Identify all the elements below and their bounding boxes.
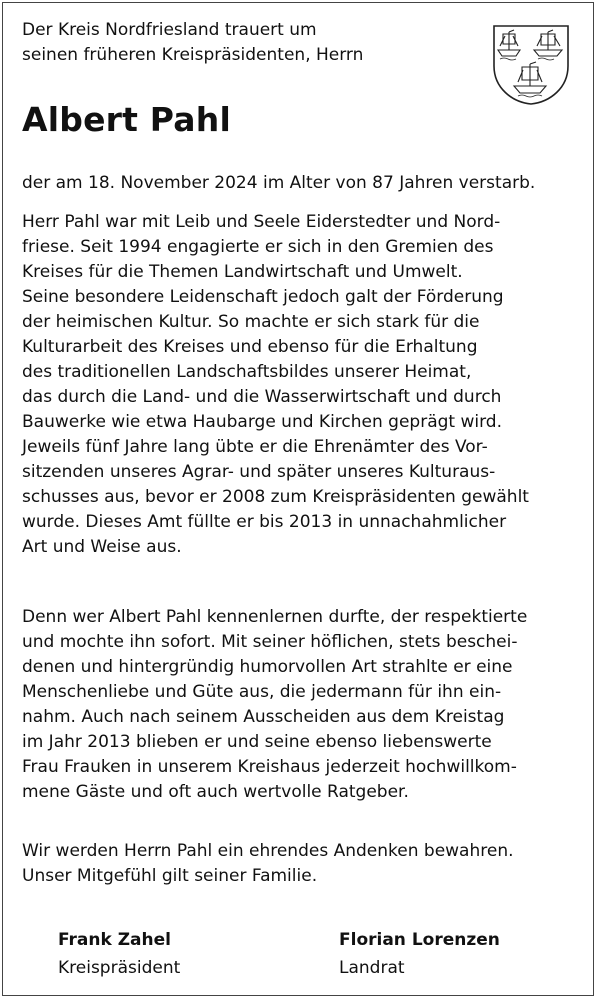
text-line: und mochte ihn sofort. Mit seiner höflichen, stets beschei- <box>22 632 518 652</box>
signatory-role: Kreispräsident <box>58 958 181 978</box>
intro-line: seinen früheren Kreispräsidenten, Herrn <box>22 45 364 65</box>
text-line: Denn wer Albert Pahl kennenlernen durfte, der respektierte <box>22 607 528 627</box>
text-line: Menschenliebe und Güte aus, die jedermann für ihn ein- <box>22 682 502 702</box>
signatory-name: Florian Lorenzen <box>339 930 500 950</box>
text-line: Kulturarbeit des Kreises und ebenso für die Erhaltung <box>22 337 478 357</box>
paragraph-closing <box>22 839 582 889</box>
paragraph-biography <box>22 210 582 560</box>
text-line: Jeweils fünf Jahre lang übte er die Ehrenämter des Vor- <box>22 437 488 457</box>
text-line: Unser Mitgefühl gilt seiner Familie. <box>22 866 318 886</box>
text-line: das durch die Land- und die Wasserwirtschaft und durch <box>22 387 502 407</box>
intro-line: Der Kreis Nordfriesland trauert um <box>22 20 317 40</box>
intro-text <box>22 18 462 68</box>
text-line: friese. Seit 1994 engagierte er sich in den Gremien des <box>22 237 494 257</box>
signatory-landrat <box>339 926 500 982</box>
text-line: Wir werden Herrn Pahl ein ehrendes Andenken bewahren. <box>22 841 514 861</box>
text-line: mene Gäste und oft auch wertvolle Ratgeber. <box>22 782 409 802</box>
text-line: Bauwerke wie etwa Haubarge und Kirchen geprägt wird. <box>22 412 502 432</box>
text-line: Herr Pahl war mit Leib und Seele Eiderstedter und Nord- <box>22 212 501 232</box>
signatory-role: Landrat <box>339 958 405 978</box>
text-line: der am 18. November 2024 im Alter von 87 Jahren verstarb. <box>22 173 536 193</box>
text-line: Art und Weise aus. <box>22 537 182 557</box>
text-line: des traditionellen Landschaftsbildes unserer Heimat, <box>22 362 472 382</box>
signatory-kreispraesident <box>58 926 180 982</box>
paragraph-death-date <box>22 171 582 196</box>
text-line: sitzenden unseres Agrar- und später unseres Kulturaus- <box>22 462 496 482</box>
text-line: im Jahr 2013 blieben er und seine ebenso liebenswerte <box>22 732 492 752</box>
text-line: Seine besondere Leidenschaft jedoch galt der Förderung <box>22 287 504 307</box>
signatory-name: Frank Zahel <box>58 930 171 950</box>
text-line: wurde. Dieses Amt füllte er bis 2013 in unnachahmlicher <box>22 512 507 532</box>
text-line: nahm. Auch nach seinem Ausscheiden aus dem Kreistag <box>22 707 505 727</box>
text-line: schusses aus, bevor er 2008 zum Kreispräsidenten gewählt <box>22 487 529 507</box>
text-line: Frau Frauken in unserem Kreishaus jederzeit hochwillkom- <box>22 757 517 777</box>
coat-of-arms-ships-icon <box>492 24 570 106</box>
deceased-name: Albert Pahl <box>22 100 231 139</box>
text-line: der heimischen Kultur. So machte er sich stark für die <box>22 312 480 332</box>
paragraph-character <box>22 605 582 805</box>
text-line: denen und hintergründig humorvollen Art strahlte er eine <box>22 657 513 677</box>
text-line: Kreises für die Themen Landwirtschaft und Umwelt. <box>22 262 463 282</box>
